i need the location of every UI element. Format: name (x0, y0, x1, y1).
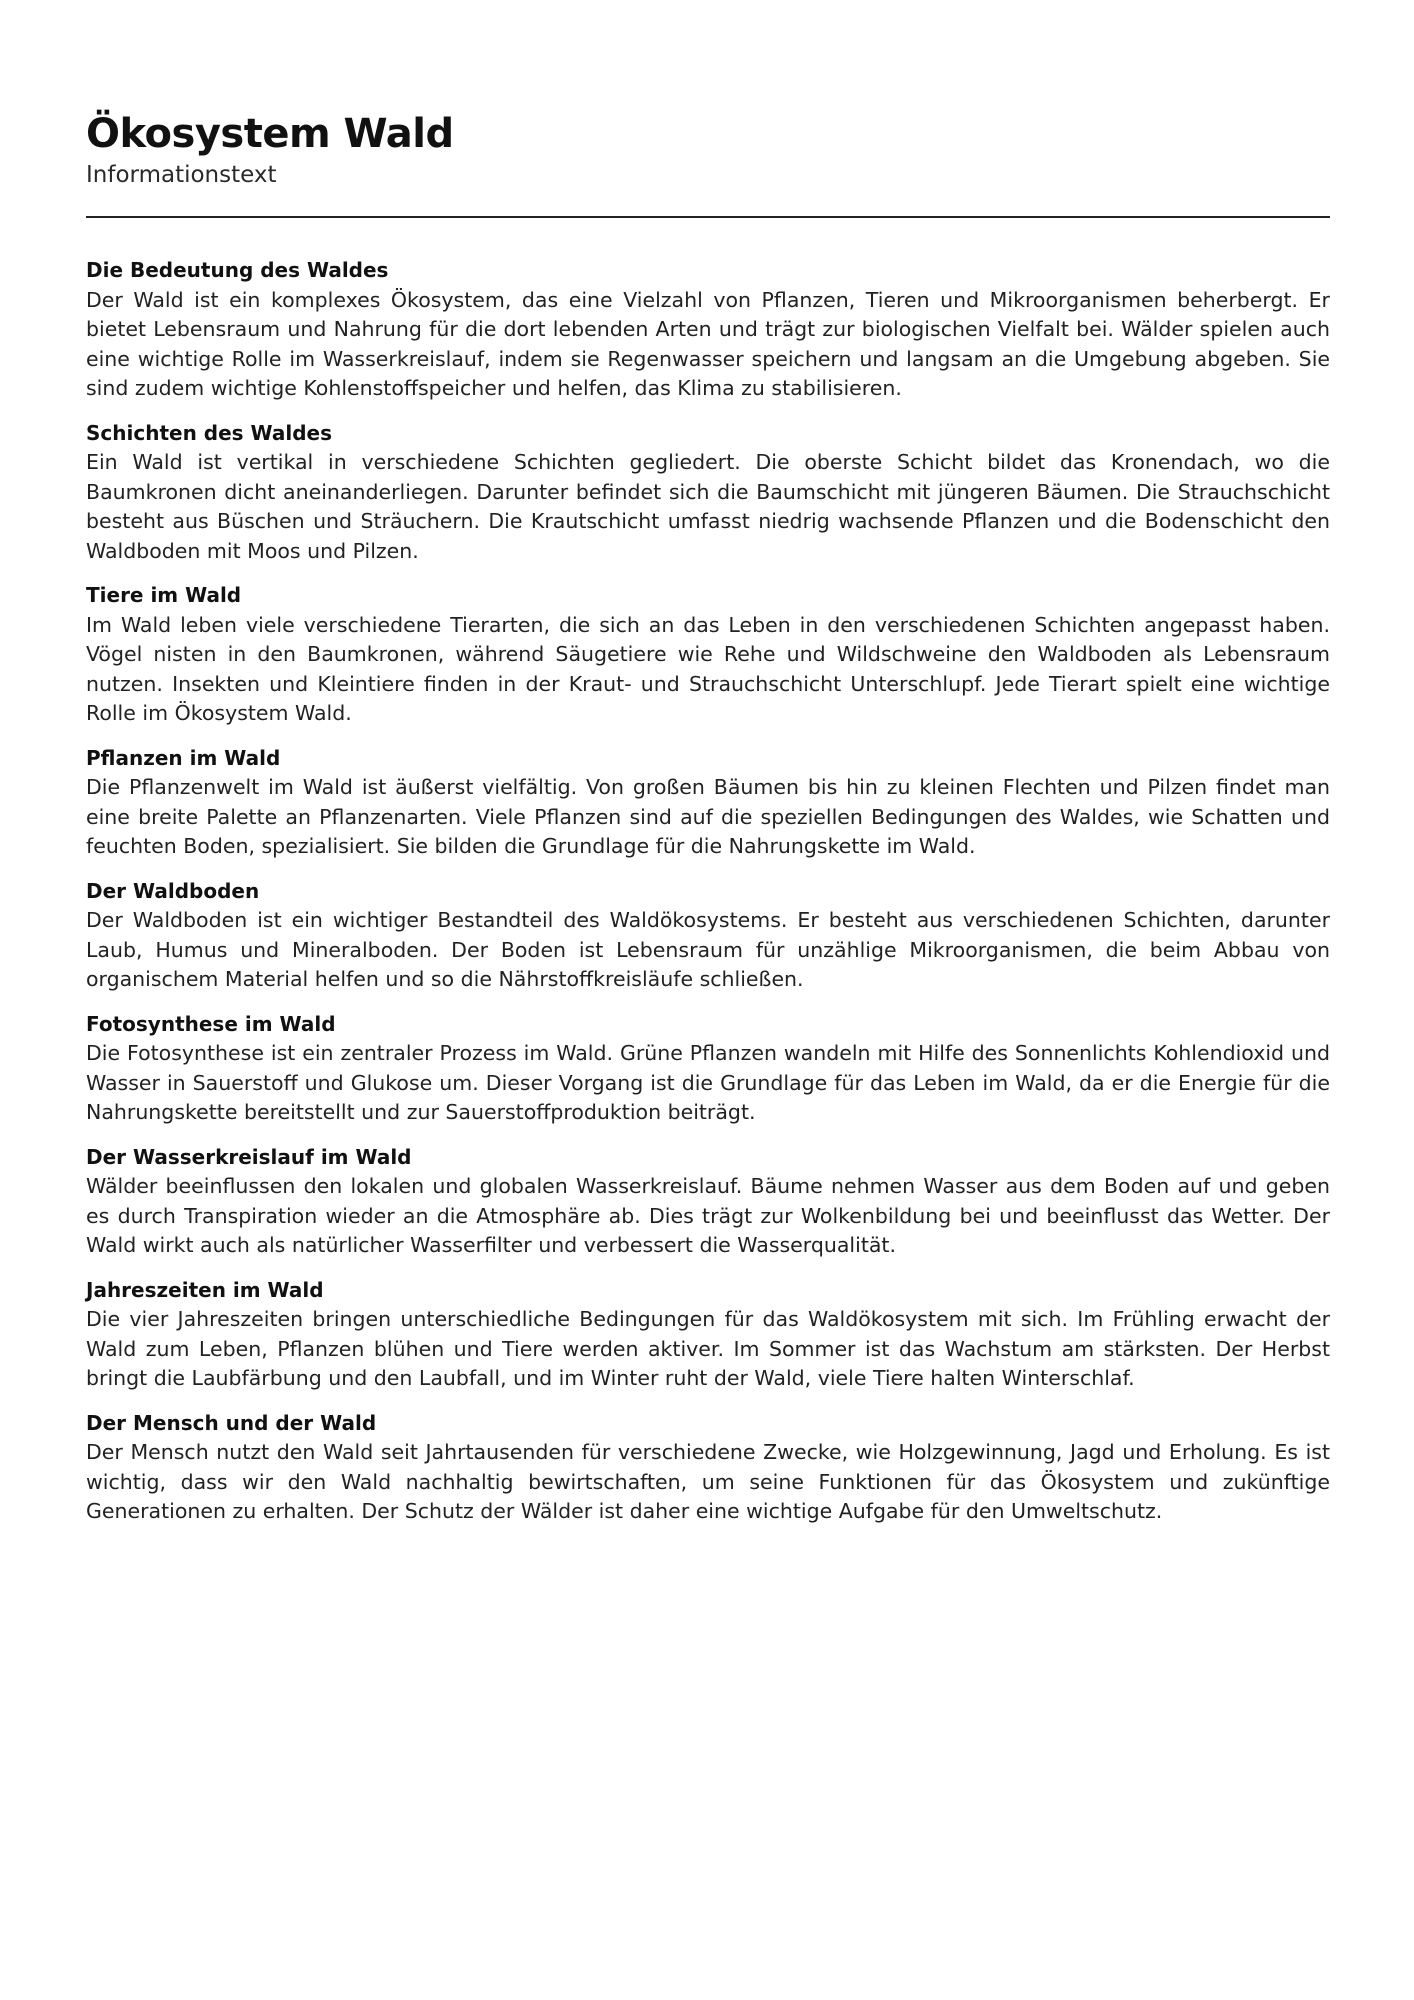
section-bedeutung (86, 256, 1330, 404)
section-body: Der Waldboden ist ein wichtiger Bestandteil des Waldökosystems. Er besteht aus verschiedenen Schichten, darunter Laub, Humus und Mineralboden. Der Boden ist Lebensraum für unzählige Mikroorganismen, die beim Abbau von organischem Material helfen und so die Nährstoffkreisläufe schließen. (86, 908, 1330, 991)
section-heading: Schichten des Waldes (86, 420, 333, 445)
section-wasserkreislauf (86, 1143, 1330, 1261)
section-heading: Die Bedeutung des Waldes (86, 258, 389, 282)
section-body: Der Wald ist ein komplexes Ökosystem, das eine Vielzahl von Pflanzen, Tieren und Mikroorganismen beherbergt. Er bietet Lebensraum und Nahrung für die dort lebenden Arten und trägt zur biologischen Vielfalt bei. Wälder spielen auch eine wichtige Rolle im Wasserkreislauf, indem sie Regenwasser speichern und langsam an die Umgebung abgeben. Sie sind zudem wichtige Kohlenstoffspeicher und helfen, das Klima zu stabilisieren. (86, 287, 1330, 400)
document-title: Ökosystem Wald (86, 111, 454, 157)
section-heading: Der Waldboden (86, 878, 260, 903)
section-schichten (86, 419, 1330, 567)
section-heading: Fotosynthese im Wald (86, 1011, 336, 1036)
section-body: Die vier Jahreszeiten bringen unterschiedliche Bedingungen für das Waldökosystem mit sich. Im Frühling erwacht der Wald zum Leben, Pflanzen blühen und Tiere werden aktiver. Im Sommer ist das Wachstum am stärksten. Der Herbst bringt die Laubfärbung und den Laubfall, und im Winter ruht der Wald, viele Tiere halten Winterschlaf. (86, 1307, 1330, 1390)
sections-container (86, 256, 1330, 1527)
section-heading: Tiere im Wald (86, 583, 242, 607)
section-body: Wälder beeinflussen den lokalen und globalen Wasserkreislauf. Bäume nehmen Wasser aus dem Boden auf und geben es durch Transpiration wieder an die Atmosphäre ab. Dies trägt zur Wolkenbildung bei und beeinflusst das Wetter. Der Wald wirkt auch als natürlicher Wasserfilter und verbessert die Wasserqualität. (86, 1174, 1330, 1257)
section-jahreszeiten (86, 1276, 1330, 1394)
document-page (86, 110, 1330, 1542)
section-pflanzen (86, 744, 1330, 862)
section-heading: Der Wasserkreislauf im Wald (86, 1144, 412, 1169)
section-heading: Pflanzen im Wald (86, 745, 281, 770)
section-body: Ein Wald ist vertikal in verschiedene Schichten gegliedert. Die oberste Schicht bildet das Kronendach, wo die Baumkronen dicht aneinanderliegen. Darunter befindet sich die Baumschicht mit jüngeren Bäumen. Die Strauchschicht besteht aus Büschen und Sträuchern. Die Krautschicht umfasst niedrig wachsende Pflanzen und die Bodenschicht den Waldboden mit Moos und Pilzen. (86, 450, 1330, 563)
section-body: Im Wald leben viele verschiedene Tierarten, die sich an das Leben in den verschiedenen Schichten angepasst haben. Vögel nisten in den Baumkronen, während Säugetiere wie Rehe und Wildschweine den Waldboden als Lebensraum nutzen. Insekten und Kleintiere finden in der Kraut- und Strauchschicht Unterschlupf. Jede Tierart spielt eine wichtige Rolle im Ökosystem Wald. (86, 612, 1330, 725)
section-fotosynthese (86, 1010, 1330, 1128)
section-heading: Jahreszeiten im Wald (86, 1277, 324, 1302)
document-subtitle: Informationstext (86, 162, 277, 188)
section-body: Die Pflanzenwelt im Wald ist äußerst vielfältig. Von großen Bäumen bis hin zu kleinen Flechten und Pilzen findet man eine breite Palette an Pflanzenarten. Viele Pflanzen sind auf die speziellen Bedingungen des Waldes, wie Schatten und feuchten Boden, spezialisiert. Sie bilden die Grundlage für die Nahrungskette im Wald. (86, 775, 1330, 858)
title-divider (86, 216, 1330, 218)
section-body: Der Mensch nutzt den Wald seit Jahrtausenden für verschiedene Zwecke, wie Holzgewinnung, Jagd und Erholung. Es ist wichtig, dass wir den Wald nachhaltig bewirtschaften, um seine Funktionen für das Ökosystem und zukünftige Generationen zu erhalten. Der Schutz der Wälder ist daher eine wichtige Aufgabe für den Umweltschutz. (86, 1440, 1330, 1523)
section-mensch (86, 1409, 1330, 1527)
section-waldboden (86, 877, 1330, 995)
section-heading: Der Mensch und der Wald (86, 1410, 377, 1435)
section-body: Die Fotosynthese ist ein zentraler Prozess im Wald. Grüne Pflanzen wandeln mit Hilfe des Sonnenlichts Kohlendioxid und Wasser in Sauerstoff und Glukose um. Dieser Vorgang ist die Grundlage für das Leben im Wald, da er die Energie für die Nahrungskette bereitstellt und zur Sauerstoffproduktion beiträgt. (86, 1041, 1330, 1124)
section-tiere (86, 581, 1330, 729)
